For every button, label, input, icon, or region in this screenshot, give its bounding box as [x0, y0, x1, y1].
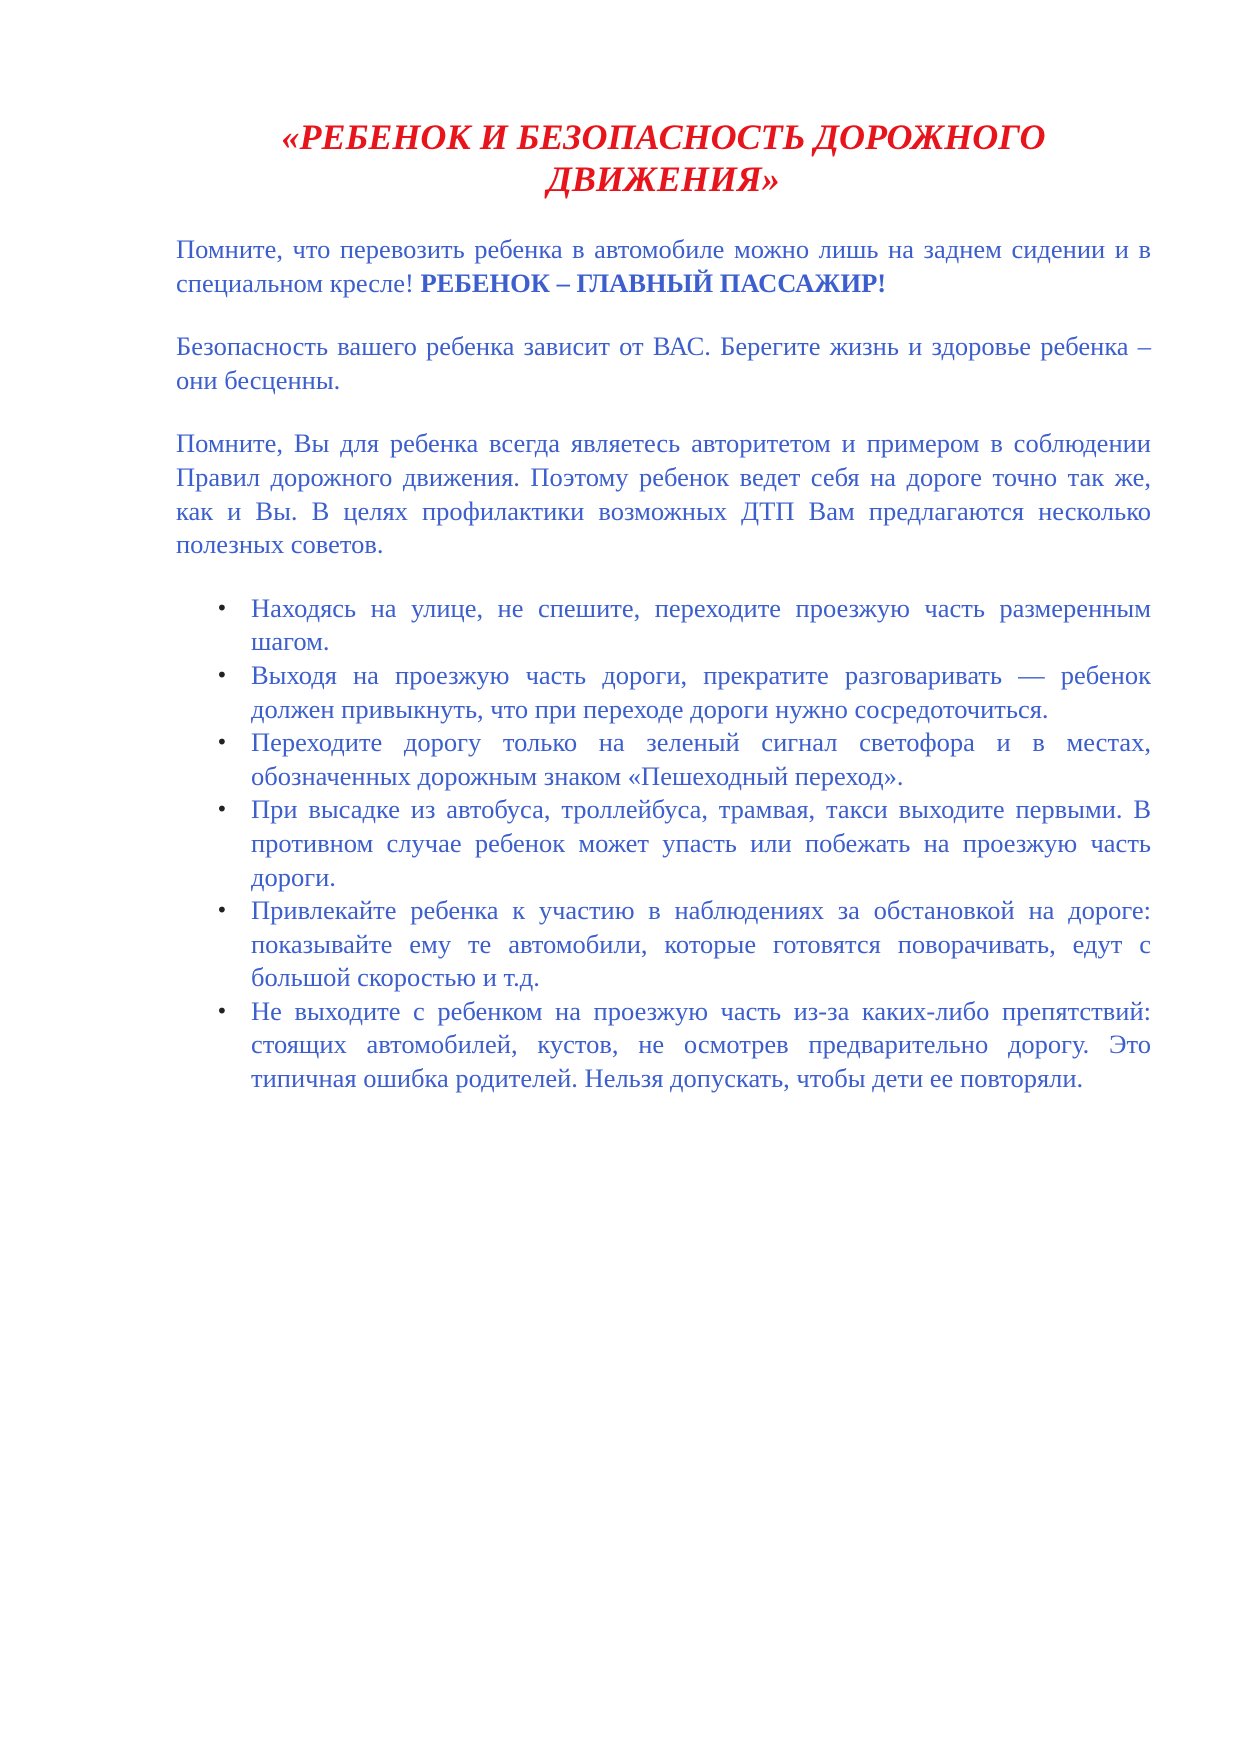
bullet-icon: • — [216, 898, 228, 923]
main-passenger-emphasis: РЕБЕНОК – ГЛАВНЫЙ ПАССАЖИР! — [420, 267, 887, 298]
bullet-icon: • — [216, 998, 228, 1023]
paragraph-child-seat-text: Помните, что перевозить ребенка в автомобиле можно лишь на заднем сидении и в специальном кресле! — [176, 234, 1151, 298]
paragraph-example: Помните, Вы для ребенка всегда являетесь авторитетом и примером в соблюдении Правил дорожного движения. Поэтому ребенок ведет себя на дороге точно так же, как и Вы. В целях профилактики возможных ДТП Вам предлагаются несколько полезных советов. — [176, 428, 1151, 560]
tip-item — [176, 592, 1151, 659]
tip-item — [176, 726, 1151, 793]
tip-item — [176, 659, 1151, 726]
document-body — [176, 233, 1151, 1096]
paragraph-child-seat — [176, 233, 1151, 300]
tip-text: Не выходите с ребенком на проезжую часть из-за каких-либо препятствий: стоящих автомобилей, кустов, не осмотрев предварительно дорогу. Это типичная ошибка родителей. Нельзя допускать, чтобы дети ее повторяли. — [251, 995, 1151, 1094]
tip-text: При высадке из автобуса, троллейбуса, трамвая, такси выходите первыми. В противном случае ребенок может упасть или побежать на проезжую часть дороги. — [251, 794, 1151, 892]
tip-text: Привлекайте ребенка к участию в наблюдениях за обстановкой на дороге: показывайте ему те автомобили, которые готовятся поворачивать, едут с большой скоростью и т.д. — [251, 895, 1151, 993]
tip-item — [176, 793, 1151, 894]
tip-text: Переходите дорогу только на зеленый сигнал светофора и в местах, обозначенных дорожным знаком «Пешеходный переход». — [251, 727, 1151, 791]
bullet-icon: • — [216, 730, 228, 755]
tip-text: Выходя на проезжую часть дороги, прекратите разговаривать — ребенок должен привыкнуть, что при переходе дороги нужно сосредоточиться. — [251, 659, 1151, 724]
bullet-icon: • — [216, 797, 228, 822]
bullet-icon: • — [216, 662, 228, 687]
tip-text: Находясь на улице, не спешите, переходите проезжую часть размеренным шагом. — [251, 592, 1151, 657]
page-title: «РЕБЕНОК И БЕЗОПАСНОСТЬ ДОРОЖНОГО ДВИЖЕНИЯ» — [281, 117, 1046, 199]
paragraph-safety: Безопасность вашего ребенка зависит от ВАС. Берегите жизнь и здоровье ребенка – они бесценны. — [176, 331, 1151, 395]
tip-item — [176, 995, 1151, 1096]
tips-list — [176, 592, 1151, 1096]
tip-item — [176, 894, 1151, 995]
bullet-icon: • — [216, 595, 228, 620]
